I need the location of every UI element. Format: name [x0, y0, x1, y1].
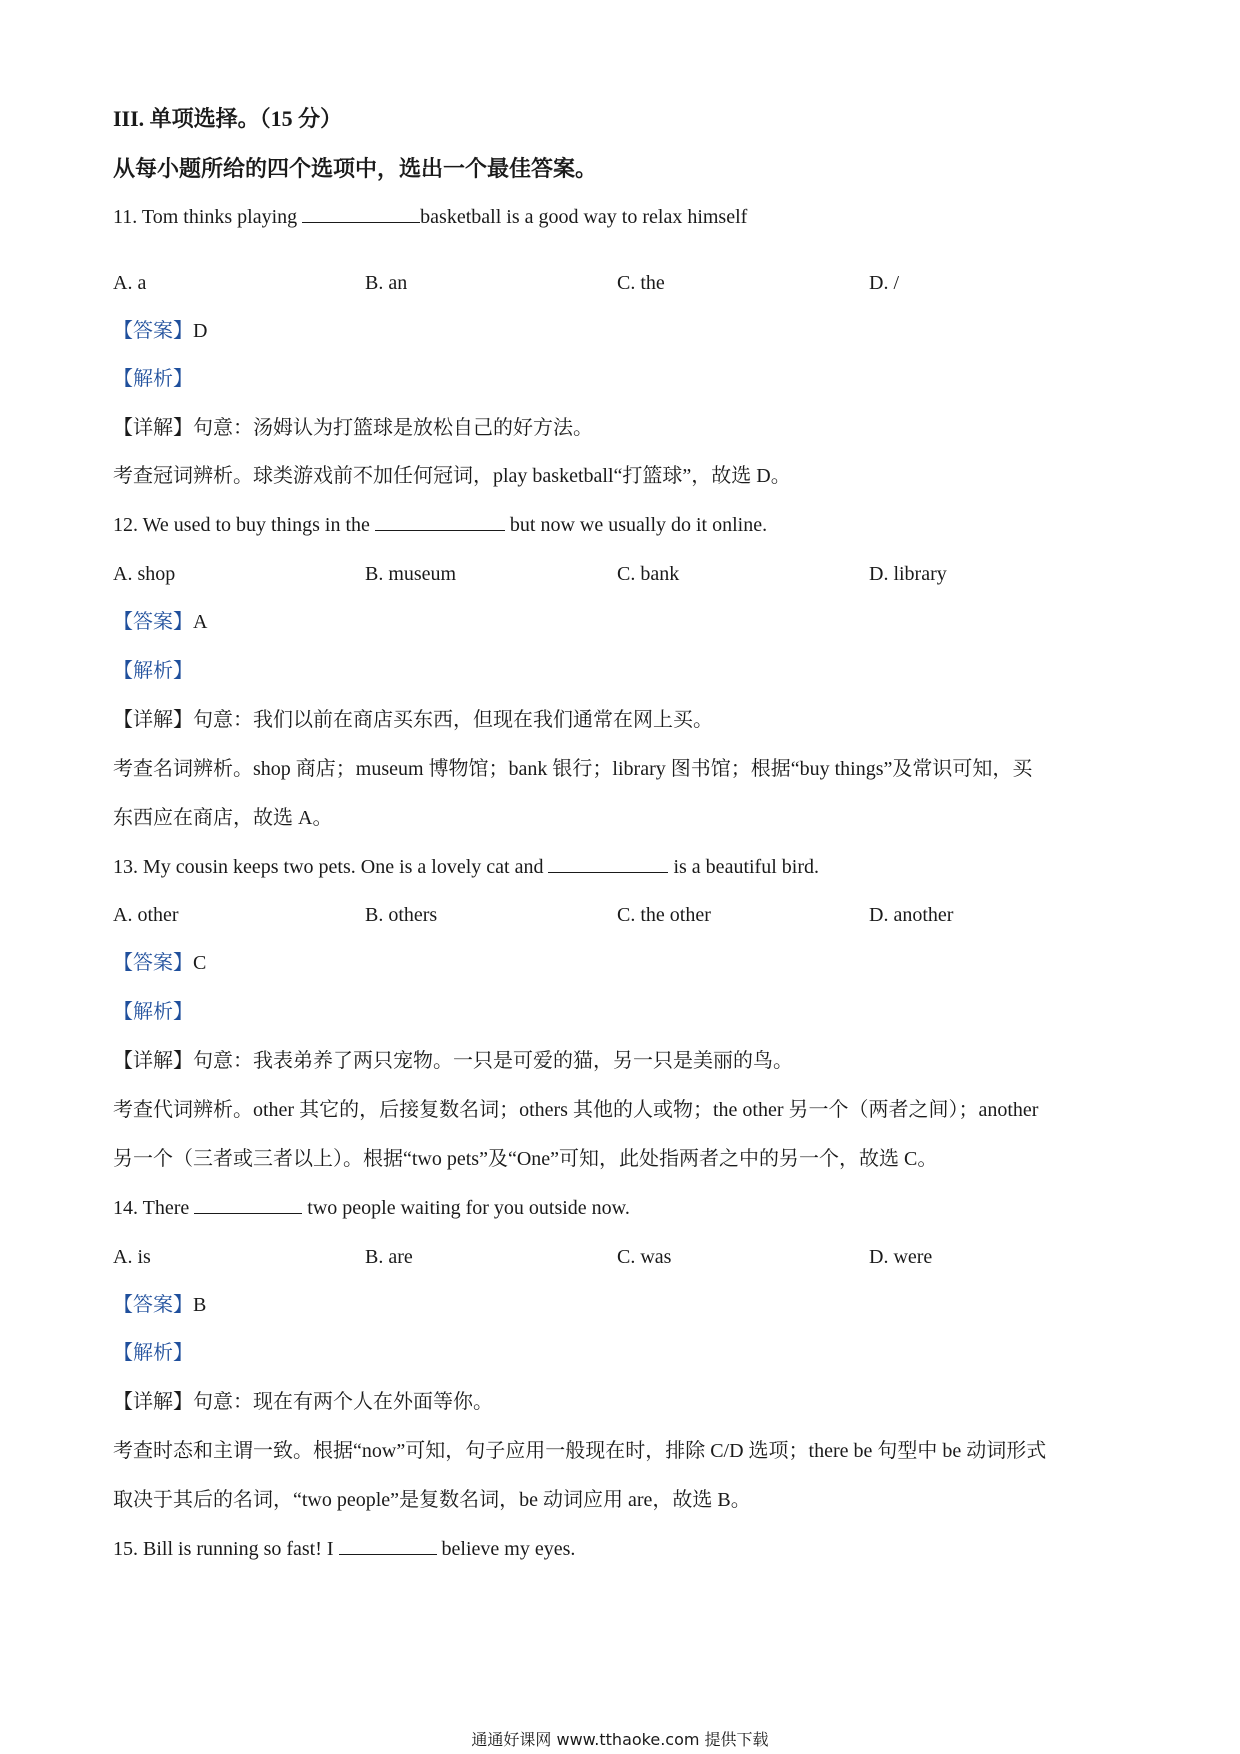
options-row	[113, 1244, 1113, 1270]
explanation-line: 考查冠词辨析。球类游戏前不加任何冠词，play basketball“打篮球”，故选 D。	[113, 465, 791, 487]
options-row	[113, 902, 1113, 928]
explanation-line: 考查时态和主谓一致。根据“now”可知，句子应用一般现在时，排除 C/D 选项；there be 句型中 be 动词形式	[113, 1440, 1047, 1462]
stem-text: two people waiting for you outside now.	[302, 1197, 630, 1219]
stem-text: but now we usually do it online.	[504, 514, 768, 536]
question-stem	[113, 854, 819, 880]
stem-text: basketball is a good way to relax himself	[420, 206, 748, 228]
option-d: D. /	[869, 272, 899, 294]
answer-tag: 【答案】	[113, 320, 193, 342]
explanation-line: 取决于其后的名词，“two people”是复数名词，be 动词应用 are，故选 B。	[113, 1489, 751, 1511]
option-d: D. library	[869, 563, 947, 585]
option-b: B. are	[365, 1246, 413, 1268]
stem-text: 15. Bill is running so fast! I	[113, 1538, 339, 1560]
option-b: B. museum	[365, 563, 457, 585]
question-stem	[113, 1536, 575, 1562]
answer-value: B	[193, 1294, 207, 1316]
detail-text: 句意：我们以前在商店买东西，但现在我们通常在网上买。	[193, 709, 713, 731]
explanation-line: 另一个（三者或三者以上）。根据“two pets”及“One”可知，此处指两者之中的另一个，故选 C。	[113, 1148, 938, 1170]
answer-value: C	[193, 952, 207, 974]
answer-tag: 【答案】	[113, 611, 193, 633]
option-c: C. the	[617, 272, 665, 294]
question-stem	[113, 204, 747, 230]
option-b: B. others	[365, 904, 438, 926]
option-c: C. the other	[617, 904, 711, 926]
stem-text: 14. There	[113, 1197, 195, 1219]
answer-blank	[194, 1195, 302, 1214]
stem-text: believe my eyes.	[436, 1538, 576, 1560]
answer-blank	[375, 512, 505, 531]
section-instruction: 从每小题所给的四个选项中，选出一个最佳答案。	[113, 156, 598, 181]
answer-tag: 【答案】	[113, 1294, 193, 1316]
option-a: A. other	[113, 904, 179, 926]
option-d: D. another	[869, 904, 954, 926]
options-row	[113, 561, 1113, 587]
options-row	[113, 270, 1113, 296]
answer-line	[113, 318, 207, 344]
answer-value: D	[193, 320, 208, 342]
stem-text: 12. We used to buy things in the	[113, 514, 375, 536]
analysis-tag: 【解析】	[113, 368, 193, 390]
answer-line	[113, 609, 207, 635]
question-stem	[113, 1195, 630, 1221]
detail-tag: 【详解】	[113, 417, 193, 439]
answer-line	[113, 1292, 206, 1318]
answer-blank	[548, 854, 668, 873]
explanation-line: 东西应在商店，故选 A。	[113, 807, 333, 829]
option-c: C. was	[617, 1246, 672, 1268]
stem-text: is a beautiful bird.	[668, 856, 819, 878]
analysis-tag: 【解析】	[113, 660, 193, 682]
option-b: B. an	[365, 272, 408, 294]
answer-value: A	[193, 611, 208, 633]
analysis-tag: 【解析】	[113, 1342, 193, 1364]
detail-tag: 【详解】	[113, 1050, 193, 1072]
option-c: C. bank	[617, 563, 680, 585]
detail-text: 句意：现在有两个人在外面等你。	[193, 1391, 493, 1413]
detail-tag: 【详解】	[113, 709, 193, 731]
analysis-tag: 【解析】	[113, 1001, 193, 1023]
stem-text: 11. Tom thinks playing	[113, 206, 303, 228]
explanation-line: 考查代词辨析。other 其它的，后接复数名词；others 其他的人或物；the other 另一个（两者之间）；another	[113, 1099, 1039, 1121]
detail-text: 句意：汤姆认为打篮球是放松自己的好方法。	[193, 417, 593, 439]
answer-blank	[339, 1536, 437, 1555]
answer-tag: 【答案】	[113, 952, 193, 974]
detail-line	[113, 1048, 793, 1074]
answer-line	[113, 950, 206, 976]
answer-blank	[302, 204, 420, 223]
section-title: III. 单项选择。（15 分）	[113, 106, 343, 131]
option-a: A. a	[113, 272, 147, 294]
detail-tag: 【详解】	[113, 1391, 193, 1413]
page-footer: 通通好课网 www.tthaoke.com 提供下载	[471, 1730, 769, 1749]
detail-line	[113, 1389, 493, 1415]
question-stem	[113, 512, 767, 538]
explanation-line: 考查名词辨析。shop 商店；museum 博物馆；bank 银行；library 图书馆；根据“buy things”及常识可知，买	[113, 758, 1033, 780]
detail-line	[113, 415, 593, 441]
option-a: A. shop	[113, 563, 176, 585]
detail-line	[113, 707, 713, 733]
option-d: D. were	[869, 1246, 933, 1268]
detail-text: 句意：我表弟养了两只宠物。一只是可爱的猫，另一只是美丽的鸟。	[193, 1050, 793, 1072]
stem-text: 13. My cousin keeps two pets. One is a lovely cat and	[113, 856, 549, 878]
option-a: A. is	[113, 1246, 151, 1268]
